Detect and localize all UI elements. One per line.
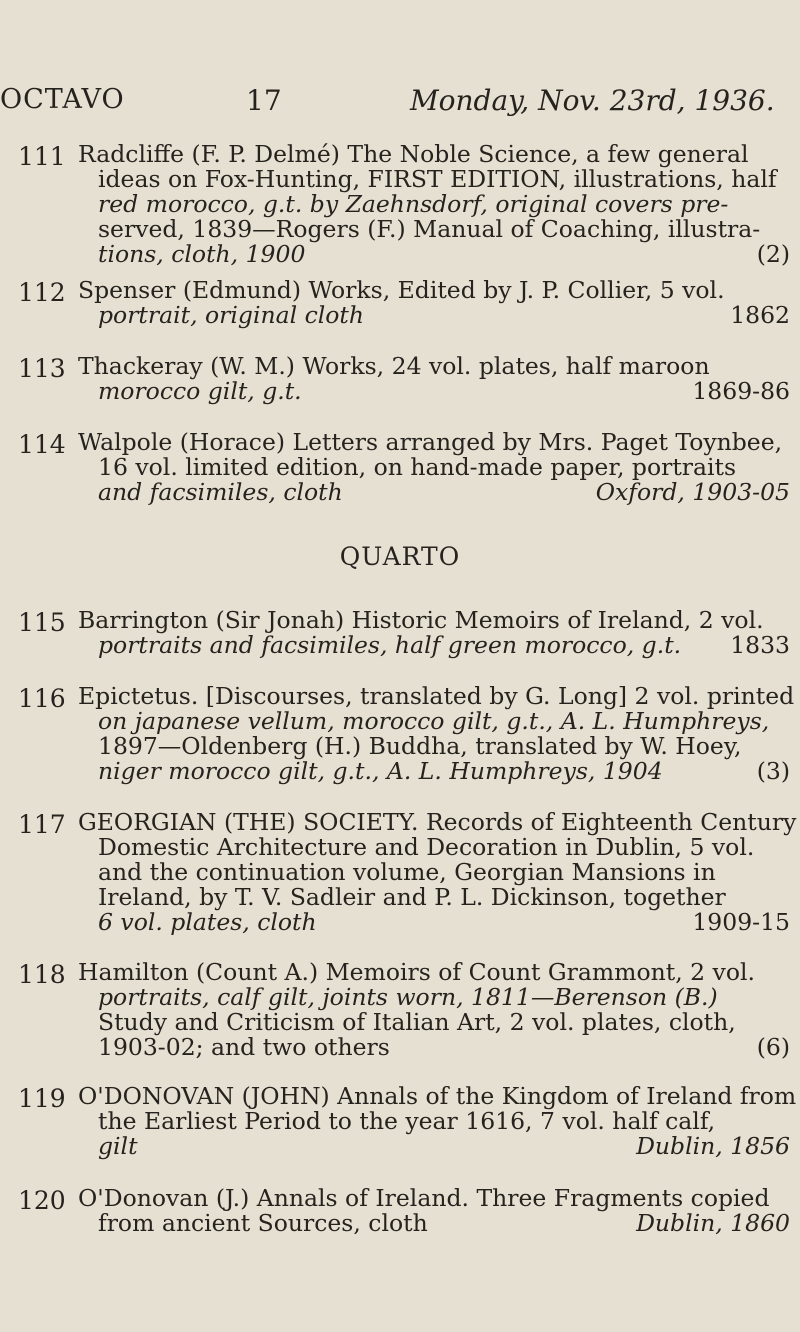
- lot-number: 117: [18, 810, 66, 839]
- page-header: [0, 84, 800, 124]
- lot-line: from ancient Sources, cloth: [98, 1209, 428, 1237]
- lot-line: and the continuation volume, Georgian Mansions in: [98, 858, 716, 886]
- lot-description: [78, 1082, 797, 1160]
- lot-number: 112: [18, 278, 66, 307]
- format-label: OCTAVO: [0, 84, 125, 115]
- lot-line: Thackeray (W. M.) Works, 24 vol. plates, half maroon: [78, 352, 710, 380]
- lot-imprint: Oxford, 1903-05: [595, 478, 790, 506]
- lot-year: 1869-86: [692, 377, 790, 405]
- lot-line: on japanese vellum, morocco gilt, g.t., A. L. Humphreys,: [98, 707, 770, 735]
- lot-year: 1909-15: [692, 908, 790, 936]
- lot-line: Ireland, by T. V. Sadleir and P. L. Dickinson, together: [98, 883, 726, 911]
- lot-line: portraits, calf gilt, joints worn, 1811—Berenson (B.): [98, 983, 718, 1011]
- sale-date: Monday, Nov. 23rd, 1936.: [410, 84, 775, 117]
- lot-number: 114: [18, 430, 66, 459]
- lot-description: [78, 1186, 790, 1236]
- lot-quantity: (6): [756, 1033, 790, 1061]
- lot-line: Walpole (Horace) Letters arranged by Mrs. Paget Toynbee,: [78, 428, 783, 456]
- lot-number: 116: [18, 684, 66, 713]
- lot-line: Domestic Architecture and Decoration in Dublin, 5 vol.: [98, 833, 755, 861]
- lot-year: 1833: [730, 631, 790, 659]
- lot-line: Hamilton (Count A.) Memoirs of Count Grammont, 2 vol.: [78, 958, 755, 986]
- lot-description: [78, 808, 797, 936]
- lot-quantity: (3): [756, 757, 790, 785]
- lot-description: [78, 608, 790, 658]
- lot-line: 16 vol. limited edition, on hand-made paper, portraits: [98, 453, 737, 481]
- page-number: 17: [246, 84, 282, 117]
- lot-description: [78, 960, 790, 1060]
- lot-description: [78, 142, 790, 267]
- lot-number: 118: [18, 960, 66, 989]
- lot-description: [78, 278, 790, 328]
- lot-line: tions, cloth, 1900: [98, 240, 306, 268]
- lot-description: [78, 682, 795, 785]
- lot-line: O'Donovan (J.) Annals of Ireland. Three Fragments copied: [78, 1184, 770, 1212]
- lot-line: 1903-02; and two others: [98, 1033, 390, 1061]
- lot-line: GEORGIAN (THE) SOCIETY. Records of Eighteenth Century: [78, 808, 797, 836]
- lot-year: 1862: [730, 301, 790, 329]
- lot-line: Spenser (Edmund) Works, Edited by J. P. Collier, 5 vol.: [78, 276, 725, 304]
- lot-description: [78, 354, 790, 404]
- lot-line: portraits and facsimiles, half green morocco, g.t.: [98, 631, 682, 659]
- lot-line: the Earliest Period to the year 1616, 7 vol. half calf,: [98, 1107, 716, 1135]
- lot-line: portrait, original cloth: [98, 301, 365, 329]
- lot-line: 6 vol. plates, cloth: [98, 908, 317, 936]
- lot-line: ideas on Fox-Hunting, FIRST EDITION, illustrations, half: [98, 165, 777, 193]
- lot-line: and facsimiles, cloth: [98, 478, 343, 506]
- lot-number: 113: [18, 354, 66, 383]
- lot-line: Barrington (Sir Jonah) Historic Memoirs of Ireland, 2 vol.: [78, 606, 764, 634]
- lot-line: Epictetus. [Discourses, translated by G. Long] 2 vol. printed: [78, 682, 795, 710]
- lot-number: 120: [18, 1186, 66, 1215]
- lot-line: Study and Criticism of Italian Art, 2 vol. plates, cloth,: [98, 1008, 736, 1036]
- lot-line: O'DONOVAN (JOHN) Annals of the Kingdom of Ireland from: [78, 1082, 797, 1110]
- lot-line: gilt: [98, 1132, 138, 1160]
- lot-quantity: (2): [756, 240, 790, 268]
- lot-line: served, 1839—Rogers (F.) Manual of Coaching, illustra-: [98, 215, 761, 243]
- lot-imprint: Dublin, 1856: [636, 1132, 790, 1160]
- lot-line: red morocco, g.t. by Zaehnsdorf, original covers pre-: [98, 190, 729, 218]
- lot-description: [78, 430, 790, 505]
- lot-line: morocco gilt, g.t.: [98, 377, 302, 405]
- lot-imprint: Dublin, 1860: [636, 1209, 790, 1237]
- lot-number: 119: [18, 1084, 66, 1113]
- lot-line: Radcliffe (F. P. Delmé) The Noble Science, a few general: [78, 140, 749, 168]
- section-heading: QUARTO: [339, 542, 461, 571]
- lot-number: 111: [18, 142, 66, 171]
- lot-line: niger morocco gilt, g.t., A. L. Humphreys, 1904: [98, 757, 663, 785]
- lot-line: 1897—Oldenberg (H.) Buddha, translated by W. Hoey,: [98, 732, 742, 760]
- lot-number: 115: [18, 608, 66, 637]
